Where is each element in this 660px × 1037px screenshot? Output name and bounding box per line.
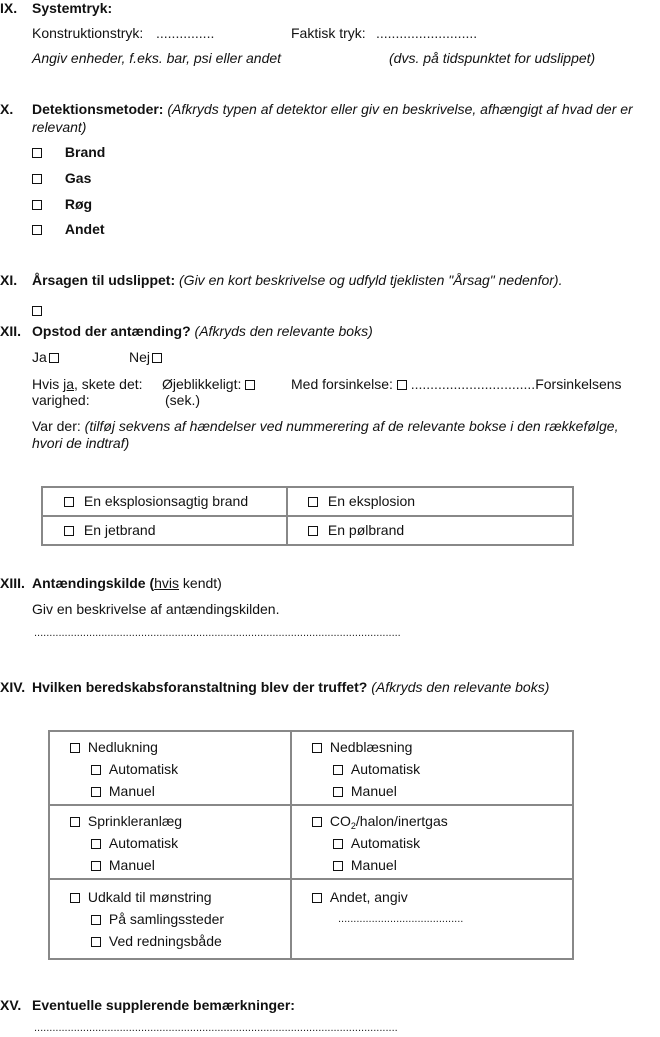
section-xiii-number: XIII. [0,575,25,591]
measure-label: Nedlukning [87,739,158,755]
section-xi-instruction: (Giv en kort beskrivelse og udfyld tjeklisten "Årsag" nedenfor). [179,272,563,288]
section-xiii-title-suffix: kendt) [179,575,222,591]
measure-sub[interactable] [70,832,290,854]
measure-sub-label: Ved redningsbåde [108,933,222,949]
measure-label: Udkald til mønstring [87,889,212,905]
section-x-instruction-cont: relevant) [32,119,87,135]
event-jet-fire[interactable] [42,516,287,545]
measure-other-field[interactable]: ......................................... [338,913,464,925]
section-x-title: Detektionsmetoder: [32,101,164,117]
section-xi-title: Årsagen til udslippet: [32,272,176,288]
section-x-heading [32,101,633,117]
measure-muster [49,879,291,959]
measure-sub-label: På samlingssteder [108,911,225,927]
if-prefix: Hvis [32,376,64,392]
no-label: Nej [129,349,151,365]
measure-main[interactable] [312,886,572,908]
checkbox-icon[interactable] [152,353,162,363]
checkbox-icon[interactable] [91,915,101,925]
measure-sub[interactable] [70,908,290,930]
yes-label: Ja [32,349,47,365]
detection-option-smoke[interactable] [32,196,92,212]
checkbox-icon[interactable] [333,787,343,797]
measure-sub-label: Manuel [350,783,397,799]
measure-sub-label: Manuel [350,857,397,873]
measure-main[interactable] [312,810,572,832]
measure-sub-label: Manuel [108,783,155,799]
if-yes-label [32,376,143,392]
units-hint: Angiv enheder, f.eks. bar, psi eller andet [32,50,282,66]
section-x-instruction: (Afkryds typen af detektor eller giv en beskrivelse, afhængigt af hvad der er [167,101,633,117]
table-row [42,487,573,516]
measure-main[interactable] [312,736,572,758]
cause-checkbox[interactable] [32,302,42,318]
measure-sub-label: Manuel [108,857,155,873]
measure-main[interactable] [70,736,290,758]
co2-subscript: 2 [350,821,356,831]
immediate-label: Øjeblikkeligt: [162,376,242,392]
checkbox-icon[interactable] [32,148,42,158]
table-row [49,879,573,959]
checkbox-icon[interactable] [91,839,101,849]
ignition-no[interactable] [129,349,162,365]
remarks-field[interactable]: ....................................................................................................................... [34,1022,398,1034]
sequence-prefix: Var der: [32,418,85,434]
measure-other [291,879,573,959]
actual-pressure-label: Faktisk tryk: [291,25,366,41]
measure-sub-label: Automatisk [350,835,421,851]
checkbox-icon[interactable] [91,765,101,775]
checkbox-icon[interactable] [70,743,80,753]
ignition-source-instruction: Giv en beskrivelse af antændingskilden. [32,601,280,617]
section-xii-instruction: (Afkryds den relevante boks) [194,323,373,339]
checkbox-icon[interactable] [333,861,343,871]
measure-sub[interactable] [70,854,290,876]
checkbox-icon[interactable] [32,225,42,235]
measure-main[interactable] [70,810,290,832]
detection-option-gas[interactable] [32,170,91,186]
checkbox-icon[interactable] [70,893,80,903]
sequence-instruction-text: (tilføj sekvens af hændelser ved nummerering af de relevante bokse i den rækkefølge, [84,418,619,434]
section-xii-title: Opstod der antænding? [32,323,191,339]
delay-duration-label: Forsinkelsens [535,376,622,392]
sequence-instruction-cont: hvori de indtraf) [32,435,130,451]
measure-sub[interactable] [70,780,290,802]
section-xiv-heading [32,679,549,695]
event-pool-fire[interactable] [287,516,573,545]
event-label: En pølbrand [327,522,405,538]
checkbox-icon[interactable] [32,200,42,210]
actual-pressure-field[interactable]: .......................... [376,25,478,41]
section-ix-number: IX. [0,0,18,16]
measure-co2-halon [291,805,573,879]
option-label: Andet [64,221,105,237]
table-row [42,516,573,545]
measure-sub[interactable] [312,758,572,780]
checkbox-icon[interactable] [32,306,42,316]
checkbox-icon[interactable] [245,380,255,390]
section-xi-number: XI. [0,272,18,288]
measure-sub[interactable] [312,854,572,876]
option-label: Brand [64,144,106,160]
measure-sub-label: Automatisk [350,761,421,777]
measure-sub[interactable] [70,930,290,952]
measure-sub-label: Automatisk [108,835,179,851]
table-row [49,805,573,879]
duration-word: varighed: [32,392,90,408]
delay-duration-field[interactable]: ................................ [410,376,536,392]
design-pressure-label: Konstruktionstryk: [32,25,144,41]
checkbox-icon[interactable] [333,765,343,775]
co2-suffix: /halon/inertgas [355,813,448,829]
checkbox-icon[interactable] [32,174,42,184]
checkbox-icon[interactable] [91,787,101,797]
section-ix-title: Systemtryk: [32,0,113,16]
section-xiv-title: Hvilken beredskabsforanstaltning blev der truffet? [32,679,368,695]
table-row [49,731,573,805]
checkbox-icon[interactable] [91,937,101,947]
measure-blowdown [291,731,573,805]
event-label: En eksplosion [327,493,416,509]
event-explosion[interactable] [287,487,573,516]
section-xiv-number: XIV. [0,679,26,695]
event-label: En eksplosionsagtig brand [83,493,249,509]
measure-main[interactable] [70,886,290,908]
checkbox-icon[interactable] [308,497,318,507]
sequence-instruction [32,418,618,434]
seconds-unit: (sek.) [165,392,200,408]
if-suffix: , skete det: [74,376,143,392]
checkbox-icon[interactable] [312,893,322,903]
section-xii-number: XII. [0,323,22,339]
option-label: Gas [64,170,92,186]
checkbox-icon[interactable] [312,743,322,753]
section-xiii-title: Antændingskilde ( [32,575,155,591]
measure-shutdown [49,731,291,805]
event-label: En jetbrand [83,522,156,538]
immediate-option[interactable] [162,376,255,392]
detection-option-brand[interactable] [32,144,105,160]
delayed-option[interactable] [291,376,622,392]
event-explosive-fire[interactable] [42,487,287,516]
checkbox-icon[interactable] [312,817,322,827]
checkbox-icon[interactable] [64,497,74,507]
checkbox-icon[interactable] [397,380,407,390]
detection-option-other[interactable] [32,221,105,237]
measure-label: Nedblæsning [329,739,413,755]
delayed-label: Med forsinkelse: [291,376,393,392]
checkbox-icon[interactable] [333,839,343,849]
section-xv-number: XV. [0,997,22,1013]
checkbox-icon[interactable] [91,861,101,871]
measure-label [330,813,448,829]
checkbox-icon[interactable] [49,353,59,363]
ignition-events-table [41,486,574,546]
section-xiii-title-underlined: hvis [154,575,180,591]
option-label: Røg [64,196,93,212]
measure-sprinkler [49,805,291,879]
measure-sub[interactable] [312,832,572,854]
section-xiv-instruction: (Afkryds den relevante boks) [371,679,550,695]
measure-label: Sprinkleranlæg [87,813,183,829]
section-xi-heading [32,272,562,288]
measure-label: Andet, angiv [329,889,408,905]
checkbox-icon[interactable] [70,817,80,827]
section-x-number: X. [0,101,14,117]
ignition-source-field[interactable]: ........................................................................................................................ [34,627,401,639]
section-xii-heading [32,323,373,339]
measure-sub-label: Automatisk [108,761,179,777]
time-hint: (dvs. på tidspunktet for udslippet) [389,50,596,66]
section-xv-title: Eventuelle supplerende bemærkninger: [32,997,295,1013]
checkbox-icon[interactable] [308,526,318,536]
section-xiii-heading [32,575,222,591]
measure-sub[interactable] [70,758,290,780]
co2-prefix: CO [329,813,351,829]
checkbox-icon[interactable] [64,526,74,536]
ignition-yes[interactable] [32,349,59,365]
measure-sub[interactable] [312,780,572,802]
emergency-measures-table [48,730,574,960]
design-pressure-field[interactable]: ............... [156,25,215,41]
if-underlined: ja [63,376,75,392]
